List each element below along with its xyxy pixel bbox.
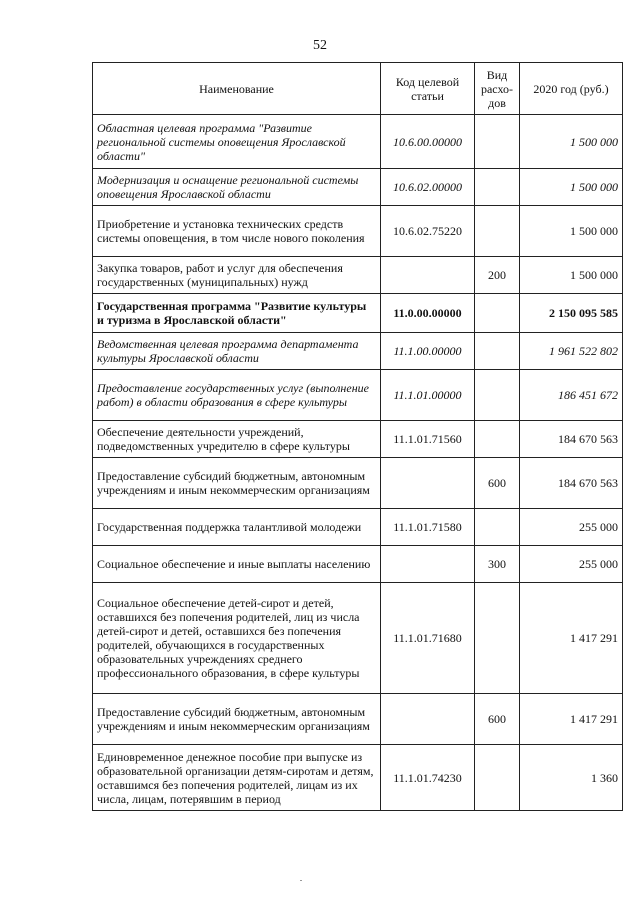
budget-table [92,62,623,811]
table-row [93,421,623,458]
row-name-cell: Единовременное денежное пособие при выпуске из образовательной организации детям-сиротам и детям, оставшимся без попечения родителей, лицам из их числа, лицам, потерявшим в период [93,745,381,811]
column-header-amount: 2020 год (руб.) [520,63,623,115]
row-code-cell: 10.6.02.75220 [381,206,475,257]
table-row [93,115,623,169]
row-amount-cell: 1 500 000 [520,257,623,294]
row-amount-cell: 186 451 672 [520,370,623,421]
row-amount-cell: 1 360 [520,745,623,811]
row-kind-cell [475,583,520,694]
row-code-cell: 11.1.01.71560 [381,421,475,458]
row-kind-cell [475,294,520,333]
column-header-code: Код целевой статьи [381,63,475,115]
table-row [93,694,623,745]
table-header-row [93,63,623,115]
row-code-cell: 11.1.01.71580 [381,509,475,546]
row-code-cell: 11.0.00.00000 [381,294,475,333]
table-row [93,458,623,509]
row-kind-cell [475,745,520,811]
row-name-cell: Модернизация и оснащение региональной системы оповещения Ярославской области [93,169,381,206]
table-row [93,333,623,370]
scan-mark [300,880,302,881]
row-amount-cell: 184 670 563 [520,458,623,509]
row-name-cell: Обеспечение деятельности учреждений, подведомственных учредителю в сфере культуры [93,421,381,458]
row-kind-cell [475,206,520,257]
page-number: 52 [313,38,327,53]
row-amount-cell: 1 961 522 802 [520,333,623,370]
table-row [93,370,623,421]
row-kind-cell [475,115,520,169]
row-name-cell: Предоставление государственных услуг (выполнение работ) в области образования в сфере культуры [93,370,381,421]
column-header-name: Наименование [93,63,381,115]
row-kind-cell: 300 [475,546,520,583]
row-name-cell: Ведомственная целевая программа департамента культуры Ярославской области [93,333,381,370]
row-name-cell: Закупка товаров, работ и услуг для обеспечения государственных (муниципальных) нужд [93,257,381,294]
table-row [93,583,623,694]
row-name-cell: Предоставление субсидий бюджетным, автономным учреждениям и иным некоммерческим организациям [93,694,381,745]
row-amount-cell: 1 417 291 [520,694,623,745]
row-code-cell [381,257,475,294]
table-row [93,745,623,811]
row-kind-cell: 600 [475,694,520,745]
table-body [93,115,623,811]
row-amount-cell: 1 417 291 [520,583,623,694]
row-kind-cell [475,370,520,421]
row-name-cell: Областная целевая программа "Развитие региональной системы оповещения Ярославской области" [93,115,381,169]
row-code-cell: 11.1.00.00000 [381,333,475,370]
row-amount-cell: 1 500 000 [520,115,623,169]
row-code-cell: 11.1.01.71680 [381,583,475,694]
row-name-cell: Предоставление субсидий бюджетным, автономным учреждениям и иным некоммерческим организациям [93,458,381,509]
row-name-cell: Приобретение и установка технических средств системы оповещения, в том числе нового поколения [93,206,381,257]
row-kind-cell [475,333,520,370]
row-code-cell: 11.1.01.74230 [381,745,475,811]
table-row [93,169,623,206]
column-header-kind: Вид расхо-дов [475,63,520,115]
row-name-cell: Социальное обеспечение и иные выплаты населению [93,546,381,583]
row-name-cell: Социальное обеспечение детей-сирот и детей, оставшихся без попечения родителей, лиц из числа детей-сирот и детей, оставшихся без попечения родителей, обучающихся в государственных образовательных учреждениях среднего профессионального образования, в сфере культуры [93,583,381,694]
row-code-cell [381,694,475,745]
row-code-cell: 10.6.02.00000 [381,169,475,206]
row-kind-cell [475,509,520,546]
row-name-cell: Государственная программа "Развитие культуры и туризма в Ярославской области" [93,294,381,333]
table-row [93,206,623,257]
row-code-cell [381,458,475,509]
row-code-cell: 10.6.00.00000 [381,115,475,169]
row-amount-cell: 2 150 095 585 [520,294,623,333]
row-amount-cell: 1 500 000 [520,169,623,206]
row-amount-cell: 255 000 [520,546,623,583]
row-kind-cell: 600 [475,458,520,509]
table-row [93,257,623,294]
row-code-cell: 11.1.01.00000 [381,370,475,421]
row-amount-cell: 184 670 563 [520,421,623,458]
row-kind-cell [475,421,520,458]
row-amount-cell: 1 500 000 [520,206,623,257]
row-name-cell: Государственная поддержка талантливой молодежи [93,509,381,546]
row-kind-cell: 200 [475,257,520,294]
table-row [93,294,623,333]
row-code-cell [381,546,475,583]
row-kind-cell [475,169,520,206]
table-row [93,509,623,546]
table-row [93,546,623,583]
row-amount-cell: 255 000 [520,509,623,546]
